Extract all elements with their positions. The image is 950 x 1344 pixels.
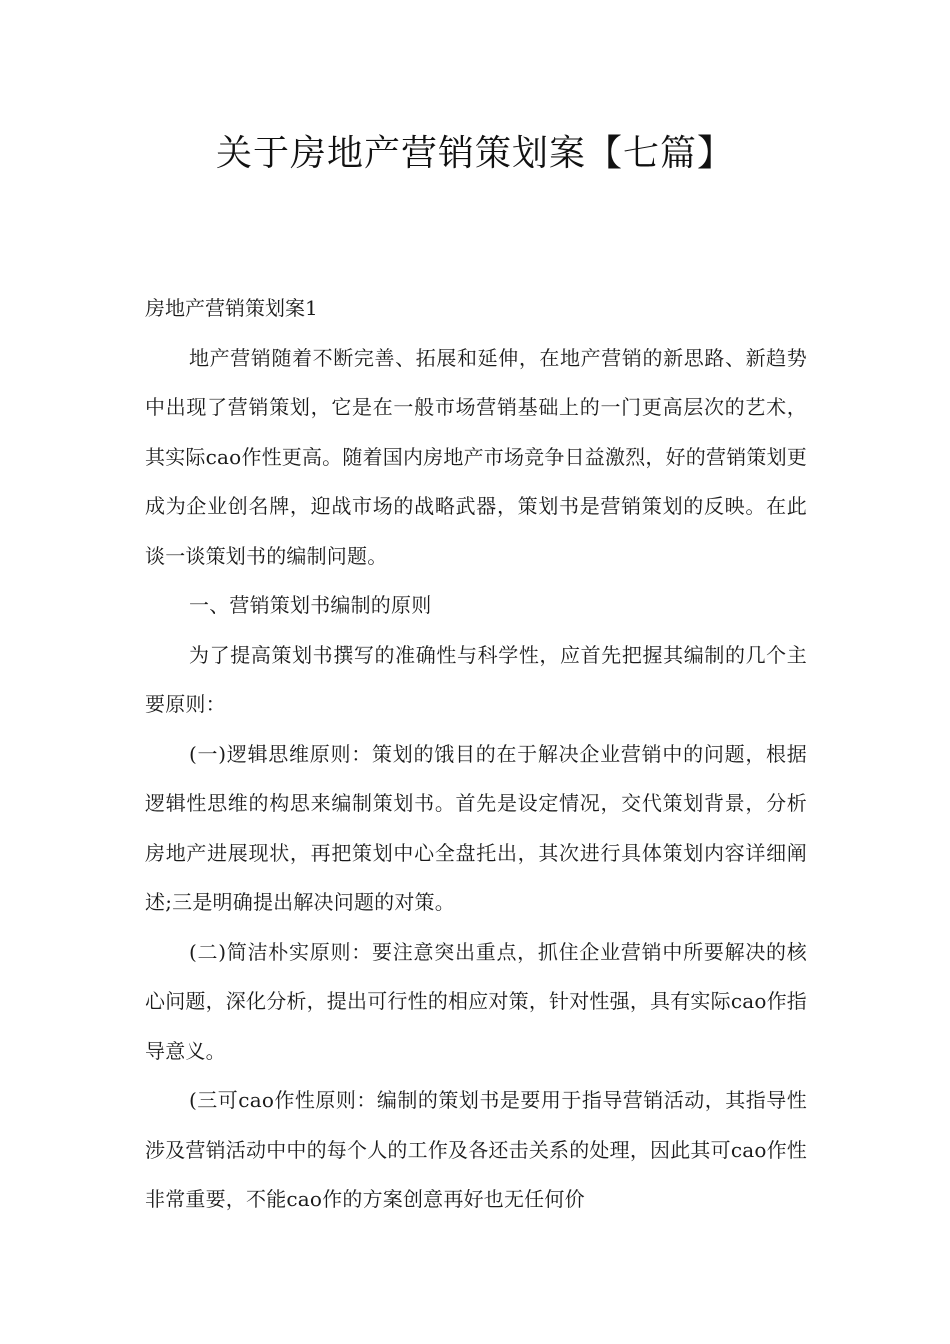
- document-title: 关于房地产营销策划案【七篇】: [215, 133, 734, 174]
- paragraph-operability-principle: (三可cao作性原则：编制的策划书是要用于指导营销活动，其指导性涉及营销活动中中的每个人的工作及各还击关系的处理，因此其可cao作性非常重要，不能cao作的方案创意再好也无任何价: [145, 1088, 807, 1211]
- section-title: 房地产营销策划案1: [145, 296, 318, 320]
- document-body: [145, 284, 807, 1225]
- paragraph-principles-intro: 为了提高策划书撰写的准确性与科学性，应首先把握其编制的几个主要原则：: [145, 642, 807, 716]
- paragraph-intro: 地产营销随着不断完善、拓展和延伸，在地产营销的新思路、新趋势中出现了营销策划，它是在一般市场营销基础上的一门更高层次的艺术，其实际cao作性更高。随着国内房地产市场竞争日益激烈，好的营销策划更成为企业创名牌，迎战市场的战略武器，策划书是营销策划的反映。在此谈一谈策划书的编制问题。: [145, 345, 807, 568]
- heading-principles: 一、营销策划书编制的原则: [189, 593, 432, 617]
- paragraph-logic-principle: (一)逻辑思维原则：策划的饿目的在于解决企业营销中的问题，根据逻辑性思维的构思来编制策划书。首先是设定情况，交代策划背景，分析房地产进展现状，再把策划中心全盘托出，其次进行具体策划内容详细阐述;三是明确提出解决问题的对策。: [145, 741, 807, 914]
- paragraph-simplicity-principle: (二)简洁朴实原则：要注意突出重点，抓住企业营销中所要解决的核心问题，深化分析，提出可行性的相应对策，针对性强，具有实际cao作指导意义。: [145, 939, 807, 1063]
